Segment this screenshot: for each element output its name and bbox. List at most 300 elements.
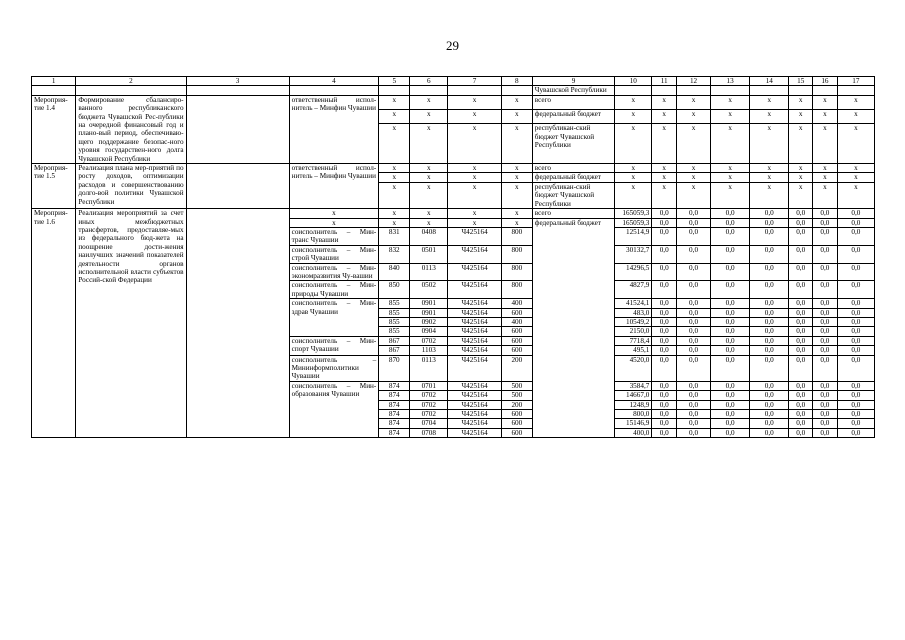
value-cell: 0,0 xyxy=(677,336,711,345)
value-cell: 0,0 xyxy=(813,355,838,381)
value-cell: 0,0 xyxy=(652,381,677,390)
column-number-header: 8 xyxy=(501,77,532,86)
code-cell: 600 xyxy=(501,308,532,317)
code-cell: 400 xyxy=(501,317,532,326)
code-cell: х xyxy=(410,164,448,173)
value-cell: 0,0 xyxy=(837,336,874,345)
value-cell: 0,0 xyxy=(750,391,789,400)
value-cell: 0,0 xyxy=(711,391,750,400)
value-cell: 0,0 xyxy=(789,209,813,218)
value-cell: 0,0 xyxy=(837,308,874,317)
value-cell: 0,0 xyxy=(677,355,711,381)
code-cell: 855 xyxy=(379,317,410,326)
value-cell: 0,0 xyxy=(837,346,874,355)
value-cell: 0,0 xyxy=(652,391,677,400)
code-cell: 874 xyxy=(379,428,410,437)
value-cell: 0,0 xyxy=(677,327,711,336)
code-cell: 0701 xyxy=(410,381,448,390)
column-number-header: 5 xyxy=(379,77,410,86)
value-cell: 0,0 xyxy=(750,428,789,437)
value-cell: 0,0 xyxy=(750,245,789,263)
source-cell: федеральный бюджет xyxy=(532,218,614,438)
value-cell: х xyxy=(677,95,711,109)
code-cell: х xyxy=(501,218,532,227)
code-cell: Ч425164 xyxy=(448,381,502,390)
value-cell: х xyxy=(789,173,813,182)
value-cell: 0,0 xyxy=(813,327,838,336)
code-cell: х xyxy=(410,218,448,227)
value-cell: 0,0 xyxy=(711,209,750,218)
continuation-row xyxy=(32,86,875,95)
value-cell: х xyxy=(750,124,789,164)
column-number-header: 16 xyxy=(813,77,838,86)
value-cell: 0,0 xyxy=(652,245,677,263)
code-cell: Ч425164 xyxy=(448,263,502,281)
code-cell: 800 xyxy=(501,227,532,245)
code-cell: 500 xyxy=(501,381,532,390)
value-cell: х xyxy=(813,110,838,124)
value-cell: х xyxy=(711,173,750,182)
value-cell: 0,0 xyxy=(750,419,789,428)
code-cell: х xyxy=(501,124,532,164)
value-cell: х xyxy=(652,164,677,173)
value-cell: 0,0 xyxy=(711,327,750,336)
code-cell: 600 xyxy=(501,419,532,428)
blank-cell xyxy=(501,86,532,95)
value-cell: х xyxy=(837,173,874,182)
value-cell: 0,0 xyxy=(750,336,789,345)
value-cell: 0,0 xyxy=(813,410,838,419)
code-cell: х xyxy=(379,124,410,164)
code-cell: 1103 xyxy=(410,346,448,355)
value-cell: 0,0 xyxy=(837,428,874,437)
source-cell: республикан-ский бюджет Чувашской Республики xyxy=(532,182,614,208)
code-cell: 600 xyxy=(501,346,532,355)
executor-cell: ответственный испол-нитель – Минфин Чувашии xyxy=(289,164,379,209)
value-cell: 0,0 xyxy=(652,336,677,345)
value-cell: 0,0 xyxy=(652,308,677,317)
value-cell: 0,0 xyxy=(837,355,874,381)
column-number-header: 1 xyxy=(32,77,76,86)
value-cell: 0,0 xyxy=(813,400,838,409)
code-cell: х xyxy=(289,209,379,218)
value-cell: х xyxy=(813,124,838,164)
code-cell: х xyxy=(448,218,502,227)
value-cell: х xyxy=(789,95,813,109)
value-cell: 0,0 xyxy=(750,346,789,355)
code-cell: 855 xyxy=(379,308,410,317)
value-cell: 0,0 xyxy=(813,336,838,345)
value-cell: 0,0 xyxy=(652,209,677,218)
value-cell: х xyxy=(813,95,838,109)
table-row xyxy=(32,164,875,173)
activity-code: Мероприя-тие 1.4 xyxy=(32,95,76,163)
activity-title: Реализация плана мер-приятий по росту доходов, оптимизации расходов и совершенствованию долго-вой политики Чувашской Республики xyxy=(76,164,186,209)
code-cell: 0408 xyxy=(410,227,448,245)
code-cell: Ч425164 xyxy=(448,410,502,419)
value-cell: х xyxy=(813,164,838,173)
value-cell: 0,0 xyxy=(813,263,838,281)
source-cell: всего xyxy=(532,164,614,173)
code-cell: 867 xyxy=(379,336,410,345)
value-cell: 0,0 xyxy=(677,410,711,419)
value-cell: 0,0 xyxy=(711,299,750,308)
value-cell: х xyxy=(813,173,838,182)
value-cell: х xyxy=(652,173,677,182)
code-cell: х xyxy=(379,218,410,227)
value-cell: 0,0 xyxy=(652,263,677,281)
column-number-header: 4 xyxy=(289,77,379,86)
value-cell: 165059,3 xyxy=(615,209,652,218)
value-cell: 0,0 xyxy=(677,263,711,281)
value-cell: 0,0 xyxy=(789,355,813,381)
value-cell: 0,0 xyxy=(711,381,750,390)
value-cell: 0,0 xyxy=(789,410,813,419)
column-number-header: 3 xyxy=(186,77,289,86)
value-cell: 0,0 xyxy=(789,428,813,437)
code-cell: Ч425164 xyxy=(448,245,502,263)
source-cell: всего xyxy=(532,95,614,109)
value-cell: 2150,0 xyxy=(615,327,652,336)
value-cell: х xyxy=(750,164,789,173)
activity-code: Мероприя-тие 1.5 xyxy=(32,164,76,209)
value-cell: 0,0 xyxy=(652,317,677,326)
code-cell: Ч425164 xyxy=(448,355,502,381)
code-cell: 0901 xyxy=(410,299,448,308)
code-cell: х xyxy=(448,110,502,124)
code-cell: х xyxy=(410,173,448,182)
value-cell: 800,0 xyxy=(615,410,652,419)
value-cell: 0,0 xyxy=(750,281,789,299)
code-cell: 600 xyxy=(501,336,532,345)
value-cell: 0,0 xyxy=(750,209,789,218)
code-cell: Ч425164 xyxy=(448,299,502,308)
executor-cell: соисполнитель – Мин-природы Чувашии xyxy=(289,281,379,299)
code-cell: Ч425164 xyxy=(448,317,502,326)
value-cell: 0,0 xyxy=(652,428,677,437)
blank-cell xyxy=(186,86,289,95)
column-number-header: 6 xyxy=(410,77,448,86)
value-cell: 0,0 xyxy=(789,245,813,263)
value-cell: х xyxy=(652,124,677,164)
value-cell: 165059,3 xyxy=(615,218,652,227)
header-row xyxy=(32,77,875,86)
value-cell: 0,0 xyxy=(677,317,711,326)
code-cell: 500 xyxy=(501,391,532,400)
value-cell: 0,0 xyxy=(750,227,789,245)
value-cell: х xyxy=(652,110,677,124)
code-cell: 200 xyxy=(501,355,532,381)
code-cell: 850 xyxy=(379,281,410,299)
code-cell: х xyxy=(501,164,532,173)
code-cell: х xyxy=(448,173,502,182)
value-cell: 0,0 xyxy=(837,381,874,390)
value-cell: 0,0 xyxy=(750,410,789,419)
value-cell: 0,0 xyxy=(711,336,750,345)
page-number: 29 xyxy=(446,38,459,53)
value-cell: 0,0 xyxy=(677,381,711,390)
blank-cell xyxy=(32,86,76,95)
value-cell: 0,0 xyxy=(837,391,874,400)
column-number-header: 9 xyxy=(532,77,614,86)
value-cell: 30132,7 xyxy=(615,245,652,263)
code-cell: 855 xyxy=(379,327,410,336)
value-cell: 0,0 xyxy=(677,346,711,355)
value-cell: 0,0 xyxy=(837,419,874,428)
value-cell: 0,0 xyxy=(789,317,813,326)
code-cell: Ч425164 xyxy=(448,336,502,345)
code-cell: 0113 xyxy=(410,263,448,281)
column-number-header: 10 xyxy=(615,77,652,86)
code-cell: х xyxy=(501,182,532,208)
value-cell: 14296,5 xyxy=(615,263,652,281)
value-cell: 0,0 xyxy=(652,400,677,409)
participant-cell xyxy=(186,164,289,209)
value-cell: х xyxy=(837,164,874,173)
value-cell: 0,0 xyxy=(789,308,813,317)
value-cell: 0,0 xyxy=(813,391,838,400)
code-cell: 0901 xyxy=(410,308,448,317)
value-cell: х xyxy=(750,95,789,109)
value-cell: 0,0 xyxy=(652,281,677,299)
code-cell: 600 xyxy=(501,410,532,419)
code-cell: 200 xyxy=(501,400,532,409)
value-cell: х xyxy=(615,124,652,164)
source-cell: Чувашской Республики xyxy=(532,86,614,95)
table-row xyxy=(32,209,875,218)
blank-cell xyxy=(410,86,448,95)
value-cell: 0,0 xyxy=(652,410,677,419)
code-cell: х xyxy=(379,164,410,173)
code-cell: х xyxy=(410,95,448,109)
value-cell: х xyxy=(789,110,813,124)
blank-cell xyxy=(289,86,379,95)
value-cell: 0,0 xyxy=(711,263,750,281)
value-cell: 0,0 xyxy=(789,299,813,308)
value-cell: 0,0 xyxy=(813,227,838,245)
code-cell: 855 xyxy=(379,299,410,308)
code-cell: х xyxy=(379,182,410,208)
code-cell: 600 xyxy=(501,428,532,437)
value-cell: 4827,9 xyxy=(615,281,652,299)
code-cell: Ч425164 xyxy=(448,327,502,336)
value-cell: 0,0 xyxy=(677,209,711,218)
code-cell: Ч425164 xyxy=(448,428,502,437)
value-cell: 0,0 xyxy=(789,336,813,345)
executor-cell: соисполнитель – Мин-здрав Чувашии xyxy=(289,299,379,337)
value-cell: х xyxy=(677,110,711,124)
budget-table xyxy=(31,76,875,438)
code-cell: 874 xyxy=(379,381,410,390)
code-cell: 800 xyxy=(501,263,532,281)
value-cell: х xyxy=(711,164,750,173)
blank-cell xyxy=(750,86,789,95)
source-cell: республикан-ский бюджет Чувашской Республики xyxy=(532,124,614,164)
column-number-header: 17 xyxy=(837,77,874,86)
value-cell: 15146,9 xyxy=(615,419,652,428)
column-number-header: 2 xyxy=(76,77,186,86)
code-cell: 0501 xyxy=(410,245,448,263)
value-cell: 0,0 xyxy=(750,299,789,308)
value-cell: 0,0 xyxy=(813,281,838,299)
value-cell: 0,0 xyxy=(813,428,838,437)
value-cell: 0,0 xyxy=(837,400,874,409)
value-cell: 0,0 xyxy=(677,400,711,409)
value-cell: х xyxy=(789,182,813,208)
value-cell: 0,0 xyxy=(750,355,789,381)
blank-cell xyxy=(677,86,711,95)
code-cell: х xyxy=(410,182,448,208)
value-cell: 483,0 xyxy=(615,308,652,317)
value-cell: х xyxy=(652,182,677,208)
value-cell: 0,0 xyxy=(711,419,750,428)
value-cell: х xyxy=(837,182,874,208)
code-cell: 831 xyxy=(379,227,410,245)
code-cell: 0704 xyxy=(410,419,448,428)
value-cell: 0,0 xyxy=(652,346,677,355)
value-cell: 0,0 xyxy=(711,355,750,381)
value-cell: х xyxy=(711,182,750,208)
blank-cell xyxy=(615,86,652,95)
value-cell: 0,0 xyxy=(711,245,750,263)
table-row xyxy=(32,95,875,109)
code-cell: х xyxy=(448,95,502,109)
blank-cell xyxy=(813,86,838,95)
value-cell: 0,0 xyxy=(652,299,677,308)
value-cell: 0,0 xyxy=(813,299,838,308)
value-cell: 400,0 xyxy=(615,428,652,437)
value-cell: 0,0 xyxy=(789,391,813,400)
blank-cell xyxy=(837,86,874,95)
value-cell: х xyxy=(677,173,711,182)
value-cell: 0,0 xyxy=(652,355,677,381)
code-cell: 0702 xyxy=(410,410,448,419)
value-cell: х xyxy=(677,182,711,208)
code-cell: 832 xyxy=(379,245,410,263)
code-cell: х xyxy=(410,209,448,218)
value-cell: 0,0 xyxy=(677,308,711,317)
executor-cell: соисполнитель – Мин-спорт Чувашии xyxy=(289,336,379,355)
code-cell: 600 xyxy=(501,327,532,336)
code-cell: 400 xyxy=(501,299,532,308)
value-cell: 0,0 xyxy=(750,381,789,390)
value-cell: 0,0 xyxy=(837,245,874,263)
value-cell: х xyxy=(677,164,711,173)
code-cell: х xyxy=(501,95,532,109)
value-cell: 0,0 xyxy=(652,327,677,336)
code-cell: Ч425164 xyxy=(448,419,502,428)
value-cell: х xyxy=(615,110,652,124)
value-cell: 0,0 xyxy=(837,218,874,227)
value-cell: 0,0 xyxy=(711,308,750,317)
code-cell: х xyxy=(448,209,502,218)
value-cell: х xyxy=(750,173,789,182)
code-cell: х xyxy=(501,173,532,182)
blank-cell xyxy=(448,86,502,95)
code-cell: х xyxy=(379,95,410,109)
source-cell: федеральный бюджет xyxy=(532,173,614,182)
value-cell: 0,0 xyxy=(750,327,789,336)
value-cell: х xyxy=(750,182,789,208)
code-cell: 0502 xyxy=(410,281,448,299)
code-cell: х xyxy=(448,182,502,208)
column-number-header: 14 xyxy=(750,77,789,86)
code-cell: х xyxy=(379,209,410,218)
code-cell: 840 xyxy=(379,263,410,281)
value-cell: х xyxy=(615,173,652,182)
value-cell: 41524,1 xyxy=(615,299,652,308)
blank-cell xyxy=(379,86,410,95)
code-cell: 874 xyxy=(379,400,410,409)
blank-cell xyxy=(789,86,813,95)
value-cell: 0,0 xyxy=(652,218,677,227)
value-cell: 0,0 xyxy=(837,410,874,419)
value-cell: х xyxy=(652,95,677,109)
code-cell: х xyxy=(410,124,448,164)
value-cell: 0,0 xyxy=(789,227,813,245)
code-cell: Ч425164 xyxy=(448,308,502,317)
value-cell: 0,0 xyxy=(789,419,813,428)
value-cell: 1248,9 xyxy=(615,400,652,409)
activity-title: Реализация мероприятий за счет иных межбюджетных трансфертов, предоставляе-мых из федерального бюд-жета на поощрение дости-жения наилучших значений показателей деятельности органов исполнительной власти субъектов Россий-ской Федерации xyxy=(76,209,186,438)
column-number-header: 11 xyxy=(652,77,677,86)
activity-title: Формирование сбалансиро-ванного республиканского бюджета Чувашской Рес-публики на очередной финансовый год и плано-вый период, обеспечиваю-щего поддержание безопас-ного уровня государствен-ного долга Чувашской Республики xyxy=(76,95,186,163)
code-cell: 800 xyxy=(501,281,532,299)
column-number-header: 12 xyxy=(677,77,711,86)
value-cell: 0,0 xyxy=(837,227,874,245)
value-cell: 0,0 xyxy=(711,218,750,227)
code-cell: х xyxy=(448,164,502,173)
value-cell: х xyxy=(711,124,750,164)
value-cell: 0,0 xyxy=(813,245,838,263)
code-cell: 870 xyxy=(379,355,410,381)
value-cell: 0,0 xyxy=(711,428,750,437)
participant-cell xyxy=(186,95,289,163)
value-cell: 0,0 xyxy=(677,299,711,308)
value-cell: 0,0 xyxy=(789,281,813,299)
blank-cell xyxy=(76,86,186,95)
code-cell: 867 xyxy=(379,346,410,355)
value-cell: 0,0 xyxy=(813,346,838,355)
executor-cell: соисполнитель – Мин-образования Чувашии xyxy=(289,381,379,437)
value-cell: 0,0 xyxy=(789,218,813,227)
value-cell: 0,0 xyxy=(750,218,789,227)
value-cell: 0,0 xyxy=(750,263,789,281)
value-cell: 0,0 xyxy=(789,381,813,390)
value-cell: х xyxy=(789,124,813,164)
source-cell: всего xyxy=(532,209,614,218)
value-cell: 0,0 xyxy=(789,346,813,355)
code-cell: х xyxy=(379,110,410,124)
value-cell: 0,0 xyxy=(837,209,874,218)
code-cell: Ч425164 xyxy=(448,227,502,245)
column-number-header: 13 xyxy=(711,77,750,86)
code-cell: 874 xyxy=(379,410,410,419)
value-cell: 0,0 xyxy=(813,317,838,326)
value-cell: 0,0 xyxy=(711,410,750,419)
value-cell: х xyxy=(711,110,750,124)
value-cell: 0,0 xyxy=(711,346,750,355)
source-cell: федеральный бюджет xyxy=(532,110,614,124)
value-cell: 0,0 xyxy=(677,227,711,245)
table-body xyxy=(32,77,875,438)
code-cell: Ч425164 xyxy=(448,281,502,299)
blank-cell xyxy=(652,86,677,95)
code-cell: 0113 xyxy=(410,355,448,381)
value-cell: 0,0 xyxy=(652,419,677,428)
code-cell: х xyxy=(448,124,502,164)
value-cell: 0,0 xyxy=(711,227,750,245)
